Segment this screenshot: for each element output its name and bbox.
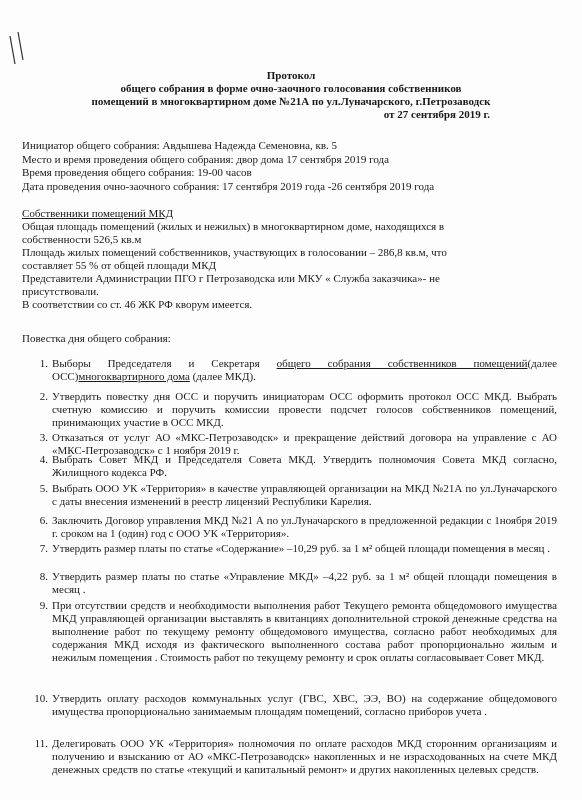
area-line-1: Общая площадь помещений (жилых и нежилых) в многоквартирном доме, находящихся в xyxy=(22,221,445,233)
title-line-3: помещений в многоквартирном доме №21А по ул.Луначарского, г.Петрозаводск xyxy=(91,96,491,108)
agenda-item-text: Делегировать ООО УК «Территория» полномочия по оплате расходов МКД сторонним организациям и получению и взысканию от АО «МКС-Петрозаводск» накопленных и не израсходованных на счете МКД денежных средств по статье «текущий и капитальный ремонт» и других накопленных целевых средств. xyxy=(52,738,557,776)
agenda-item-number: 6. xyxy=(39,515,48,527)
owners-section xyxy=(22,208,562,312)
agenda-item-number: 1. xyxy=(39,358,48,370)
agenda-item-number: 7. xyxy=(39,543,48,555)
agenda-item-text: При отсутствии средств и необходимости выполнения работ Текущего ремонта общедомового имущества МКД управляющей организации выставлять в квитанциях дополнительной строкой денежные средства на выполнение работ по текущему ремонту общедомового имущества, согласно работ необходимых для содержания МКД исходя из фактического выполненного состава работ пропорционально жилым и нежилым помещения . Стоимость работ по текущему ремонту и срок оплаты согласовывает Совет МКД. xyxy=(52,600,557,664)
dates-line: Дата проведения очно-заочного собрания: 17 сентября 2019 года -26 сентября 2019 года xyxy=(22,180,435,193)
agenda-item-number: 2. xyxy=(39,391,48,403)
agenda-item-number: 3. xyxy=(39,432,48,444)
meeting-info xyxy=(22,140,562,194)
place-line: Место и время проведения общего собрания: двор дома 17 сентября 2019 года xyxy=(22,153,390,166)
agenda-item-number: 8. xyxy=(39,571,48,583)
voting-line-2: составляет 55 % от общей площади МКД xyxy=(22,260,217,272)
title-date: от 27 сентября 2019 г. xyxy=(383,109,490,121)
agenda-text-part: (далее МКД). xyxy=(189,371,256,383)
agenda-item-text: Утвердить повестку дня ОСС и поручить инициаторам ОСС оформить протокол ОСС МКД. Выбрать счетную комиссию и поручить комиссии провести подсчет голосов собственников помещений, принимающих участие в ОСС МКД. xyxy=(52,391,557,429)
pen-strokes xyxy=(6,30,46,70)
document-title xyxy=(0,70,582,122)
title-line-2: общего собрания в форме очно-заочного голосования собственников xyxy=(120,83,462,95)
owners-heading: Собственники помещений МКД xyxy=(22,208,174,220)
agenda-text-underlined: многоквартирного дома xyxy=(78,371,190,383)
agenda-item-number: 10. xyxy=(34,693,48,705)
agenda-item-text: Выбрать ООО УК «Территория» в качестве управляющей организации на МКД №21А по ул.Луначарского с даты внесения изменений в реестр лицензий Республики Карелия. xyxy=(52,483,557,508)
agenda-item-text: Заключить Договор управления МКД №21 А по ул.Луначарского в предложенной редакции с 1ноября 2019 г. сроком на 1 (один) год с ООО УК «Территория». xyxy=(52,515,557,540)
agenda-item-text: Отказаться от услуг АО «МКС-Петрозаводск» и прекращение действий договора на управление с АО «МКС-Петрозаводск» с 1 ноября 2019 г. xyxy=(52,432,557,457)
reps-line-1: Представители Администрации ПГО г Петрозаводска или МКУ « Служба заказчика»- не xyxy=(22,273,440,285)
agenda-item-text: Утвердить размер платы по статье «Содержание» –10,29 руб. за 1 м² общей площади помещения в месяц . xyxy=(52,543,550,555)
agenda-text-part: Выборы Председателя и Секретаря xyxy=(52,358,277,370)
agenda-item-text: Утвердить размер платы по статье «Управление МКД» –4,22 руб. за 1 м² общей площади помещения в месяц . xyxy=(52,571,557,596)
agenda-text-underlined: общего собрания собственников помещений xyxy=(276,358,528,370)
agenda-item-number: 9. xyxy=(39,600,48,612)
agenda-text-part: (далее ОСС) xyxy=(52,358,557,383)
area-line-2: собственности 526,5 кв.м xyxy=(22,234,142,246)
quorum-line: В соответствии со ст. 46 ЖК РФ кворум имеется. xyxy=(22,299,253,311)
initiator-line: Инициатор общего собрания: Авдышева Надежда Семеновна, кв. 5 xyxy=(22,140,338,152)
agenda-item-text: Утвердить оплату расходов коммунальных услуг (ГВС, ХВС, ЭЭ, ВО) на содержание общедомового имущества пропорционально занимаемым площадям помещений, согласно приборов учета . xyxy=(52,693,557,718)
agenda-item-text: Выбрать Совет МКД и Председателя Совета МКД. Утвердить полномочия Совета МКД согласно, Жилищного кодекса РФ. xyxy=(52,454,557,479)
time-line: Время проведения общего собрания: 19-00 часов xyxy=(22,167,252,179)
title-line-1: Протокол xyxy=(266,70,316,82)
reps-line-2: присутствовали. xyxy=(22,286,99,298)
agenda-item-number: 11. xyxy=(34,738,48,750)
agenda-item-number: 4. xyxy=(39,454,48,466)
voting-line-1: Площадь жилых помещений собственников, участвующих в голосовании – 286,8 кв.м, что xyxy=(22,247,447,259)
agenda-item-text xyxy=(52,358,557,384)
agenda-item-number: 5. xyxy=(39,483,48,495)
agenda-heading: Повестка дня общего собрания: xyxy=(22,333,171,345)
